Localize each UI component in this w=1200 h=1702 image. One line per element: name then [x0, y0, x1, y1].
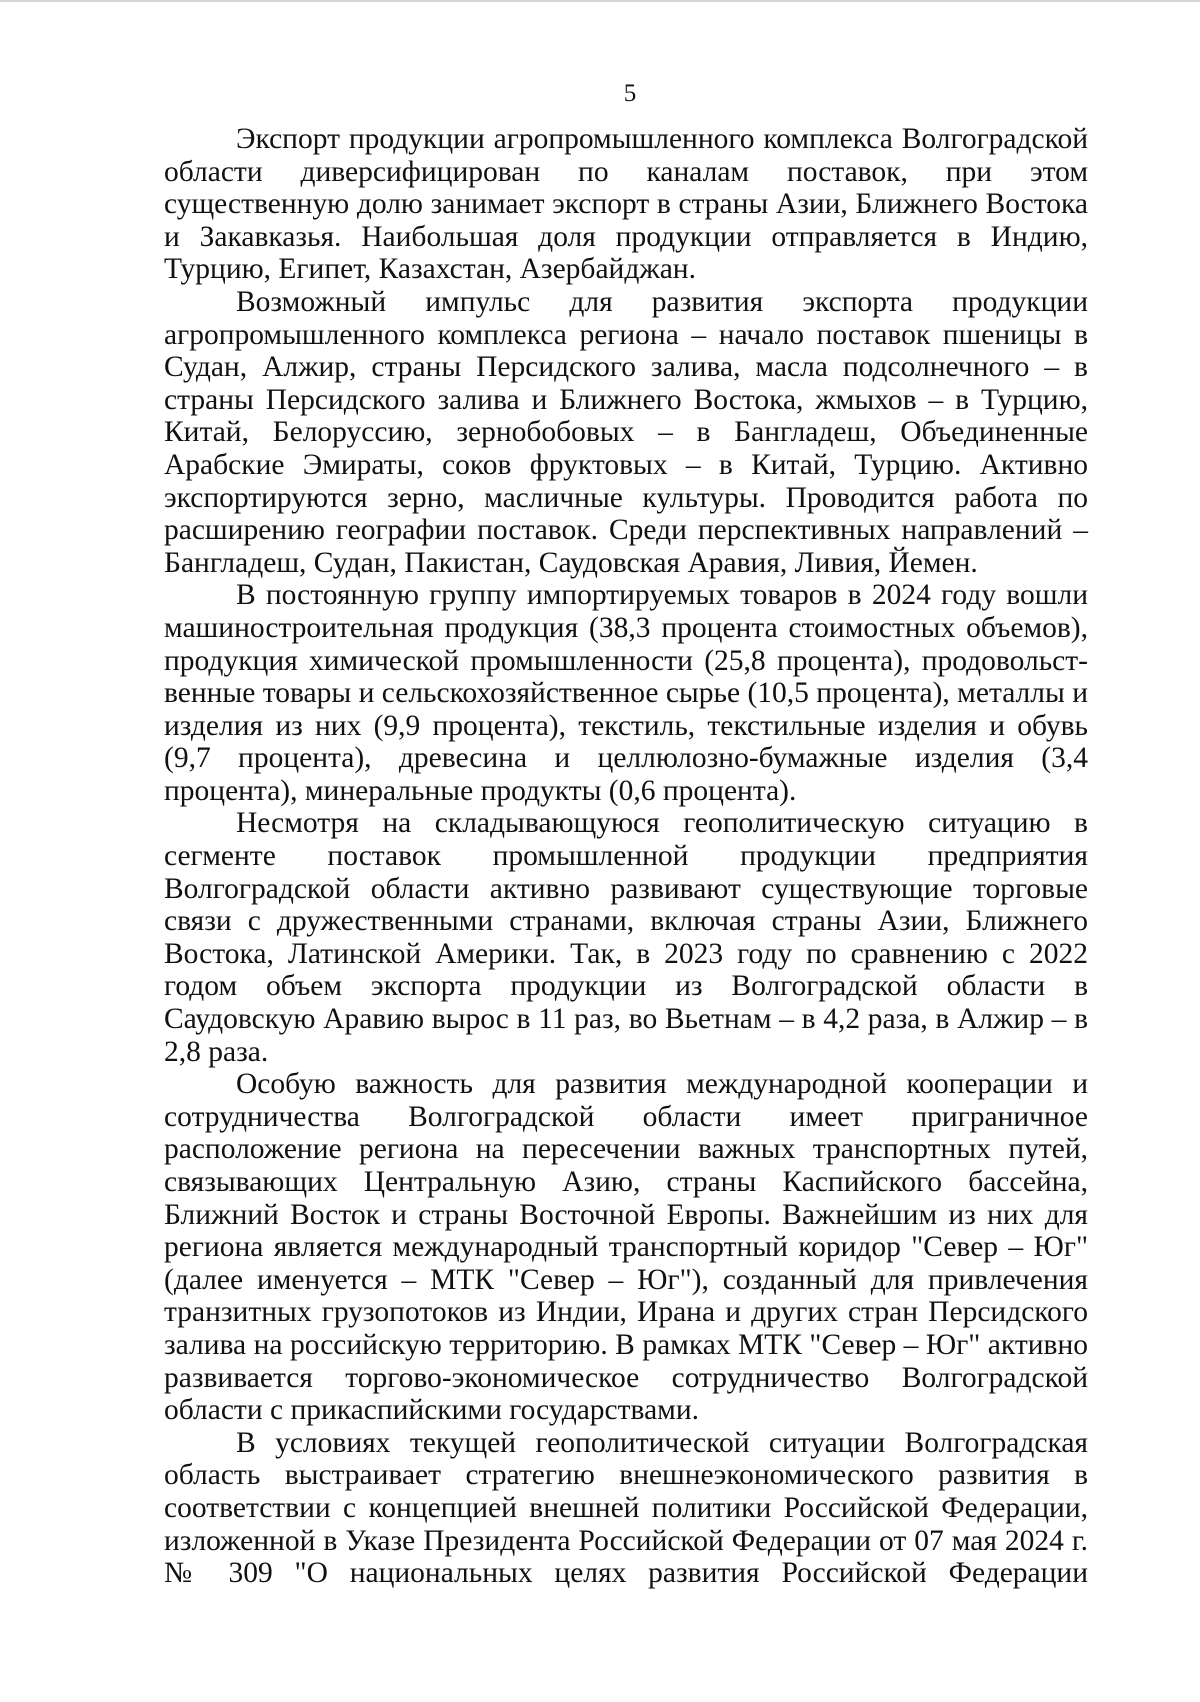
- paragraph-export-impulse: Возможный импульс для развития экспорта продукции агропромышленного комплекса региона – начало поставок пшеницы в Судан, Алжир, страны Персидского залива, масла подсолнечного – в страны Персидского залива и Ближнего Востока, жмыхов – в Турцию, Китай, Белоруссию, зернобобовых – в Бангладеш, Объединенные Арабские Эмираты, соков фруктовых – в Китай, Турцию. Активно экспортируются зерно, масличные культуры. Проводится работа по расширению географии поставок. Среди перспективных направлений – Бангладеш, Судан, Пакистан, Саудовская Аравия, Ливия, Йемен.: [164, 285, 1088, 579]
- paragraph-transport-corridor: Особую важность для развития международной кооперации и сотрудничества Волгоградской области имеет приграничное расположение региона на пересечении важных транспортных путей, связывающих Центральную Азию, страны Каспийского бассейна, Ближний Восток и страны Восточной Европы. Важнейшим из них для региона является международный транспортный коридор "Север – Юг" (далее именуется – МТК "Север – Юг"), созданный для привлечения транзитных грузопотоков из Индии, Ирана и других стран Персидского залива на российскую территорию. В рамках МТК "Север – Юг" активно развивается торгово-экономическое сотрудничество Волгоградской области с прикаспийскими государствами.: [164, 1068, 1088, 1427]
- page-number: 5: [623, 80, 637, 107]
- paragraph-geopolitical-strategy: В условиях текущей геополитической ситуации Волгоградская область выстраивает стратегию внешнеэкономического развития в соответствии с концепцией внешней политики Российской Федерации, изложенной в Указе Президента Российской Федерации от 07 мая 2024 г. № 309 "О национальных целях развития Российской Федерации: [164, 1426, 1088, 1590]
- paragraph-agro-export: Экспорт продукции агропромышленного комплекса Волгоградской области диверсифицирован по каналам поставок, при этом существенную долю занимает экспорт в страны Азии, Ближнего Востока и Закавказья. Наибольшая доля продукции отправляется в Индию, Турцию, Египет, Казахстан, Азербайджан.: [164, 123, 1088, 286]
- paragraph-import-structure: В постоянную группу импортируемых товаров в 2024 году вошли машиностроительная продукция (38,3 процента стоимостных объемов), продукция химической промышленности (25,8 процента), продовольст-венные товары и сельскохозяйственное сырье (10,5 процента), металлы и изделия из них (9,9 процента), текстиль, текстильные изделия и обувь (9,7 процента), древесина и целлюлозно-бумажные изделия (3,4 процента), минеральные продукты (0,6 процента).: [164, 579, 1088, 807]
- document-body: [164, 123, 1088, 1590]
- paragraph-trade-relations: Несмотря на складывающуюся геополитическую ситуацию в сегменте поставок промышленной продукции предприятия Волгоградской области активно развивают существующие торговые связи с дружественными странами, включая страны Азии, Ближнего Востока, Латинской Америки. Так, в 2023 году по сравнению с 2022 годом объем экспорта продукции из Волгоградской области в Саудовскую Аравию вырос в 11 раз, во Вьетнам – в 4,2 раза, в Алжир – в 2,8 раза.: [164, 807, 1088, 1068]
